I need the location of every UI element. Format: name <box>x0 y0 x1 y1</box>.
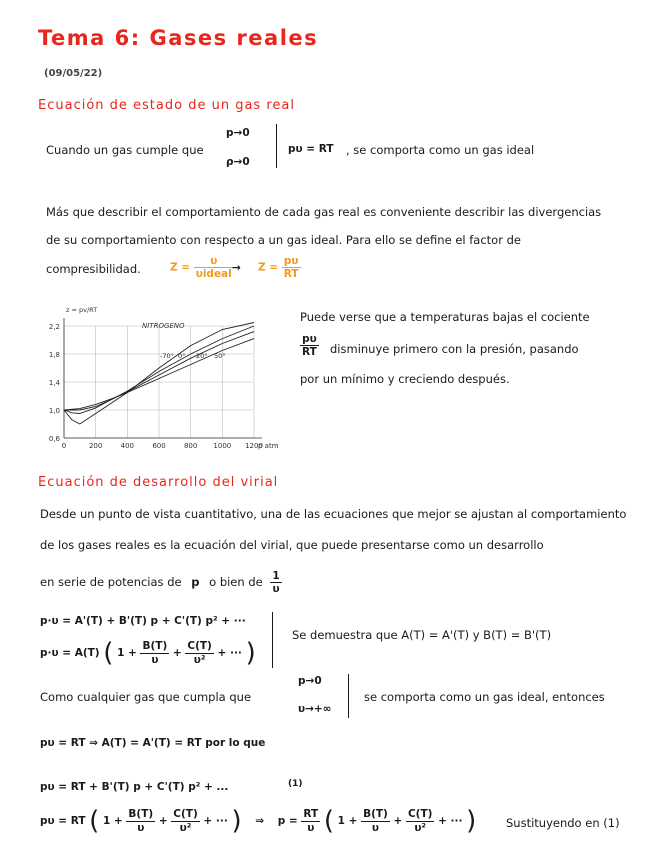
eq2-lhs: p·υ = A(T) <box>40 647 100 659</box>
demonstration-text: Se demuestra que A(T) = A'(T) y B(T) = B'(T) <box>292 628 552 642</box>
x-tick-label: 0 <box>61 442 67 450</box>
section-heading-virial: Ecuación de desarrollo del virial <box>38 475 279 490</box>
y-tick-label: 2,2 <box>48 323 60 331</box>
eq2-one: 1 + <box>117 647 137 659</box>
series-label-0: -70° <box>160 352 174 360</box>
condition-bracket <box>276 124 277 168</box>
x-tick-label: 200 <box>88 442 103 450</box>
eq5-c-num: C(T) <box>407 808 433 821</box>
equation-number: (1) <box>288 779 303 789</box>
y-tick-label: 0,6 <box>48 435 60 443</box>
eq5-b-num: B(T) <box>363 808 388 821</box>
figure-comment-line2: disminuye primero con la presión, pasando <box>330 342 579 356</box>
condition-p-to-zero: p→0 <box>226 127 250 139</box>
z2-denominator: RT <box>283 268 299 281</box>
date: (09/05/22) <box>44 68 103 79</box>
ideal-gas-equation: pυ = RT <box>288 143 334 155</box>
y-tick-label: 1,0 <box>48 407 60 415</box>
eq4-one: 1 + <box>102 815 123 827</box>
virial-eq-final: pυ = RT ( 1 + $\frac{B(T)}{\upsilon}$ + $\frac{C(T)}{\text{υ²}}$ + ··· ) ⇒ p = $\frac{RT}{\upsilon}$ ( 1 + $\frac{B(T)}{\upsilon}$ + $\frac{C(T)}{\text{υ²}}$ + ··· ) <box>40 806 477 836</box>
compressibility-para-line2: de su comportamiento con respecto a un gas ideal. Para ello se define el factor de <box>46 233 521 247</box>
nitrogen-compressibility-chart <box>34 300 282 460</box>
series-label-2: 20° <box>196 352 208 360</box>
virial-para-line1: Desde un punto de vista cuantitativo, una de las ecuaciones que mejor se ajustan al comportamiento <box>40 507 627 521</box>
virial-para-line3 <box>40 570 282 595</box>
eq2-plus: + <box>172 647 182 659</box>
ideal-condition-intro: Cuando un gas cumple que <box>46 143 204 157</box>
inverse-numerator: 1 <box>272 570 280 582</box>
eq5-plus: + <box>393 815 403 827</box>
figure-comment-fraction <box>300 333 319 358</box>
eq5-dots: + ··· <box>438 815 463 827</box>
figure-comment-line3: por un mínimo y creciendo después. <box>300 372 510 386</box>
b-numerator: B(T) <box>142 640 168 653</box>
compressibility-para-line3: compresibilidad. <box>46 262 141 276</box>
z-label: Z = <box>170 261 191 274</box>
implies-icon: ⇒ <box>255 815 265 827</box>
virial-para-line2: de los gases reales es la ecuación del virial, que puede presentarse como un desarrollo <box>40 538 544 552</box>
eq5-c-den: υ² <box>414 821 427 834</box>
virial-bracket <box>272 612 273 668</box>
b-denominator: υ <box>151 653 159 666</box>
limit-p-to-zero: p→0 <box>298 675 322 687</box>
x-tick-label: 400 <box>120 442 135 450</box>
z-numerator: υ <box>194 255 234 268</box>
limit-conclusion: se comporta como un gas ideal, entonces <box>364 690 605 704</box>
eq4-c-den: υ² <box>179 821 192 834</box>
y-axis-label: z = pv/RT <box>66 306 98 314</box>
c-denominator: υ² <box>193 653 206 666</box>
condition-rho-to-zero: ρ→0 <box>226 156 250 168</box>
x-tick-label: 1200 <box>245 442 263 450</box>
eq4-dots: + ··· <box>203 815 228 827</box>
eq4-c-num: C(T) <box>173 808 198 821</box>
rt-denominator: RT <box>302 346 317 359</box>
limit-condition-text: Como cualquier gas que cumpla que <box>40 690 252 704</box>
p-equals: p = <box>277 815 298 827</box>
ideal-condition-conclusion: , se comporta como un gas ideal <box>346 143 535 157</box>
chart-title: NITROGENO <box>142 322 185 330</box>
section-heading-equation-of-state: Ecuación de estado de un gas real <box>38 98 295 113</box>
x-tick-label: 600 <box>152 442 166 450</box>
z-fraction-pv-rt <box>282 255 301 280</box>
rt-numerator: RT <box>303 808 319 821</box>
limit-bracket <box>348 674 349 718</box>
series-label-1: 0° <box>178 352 186 360</box>
arrow-icon: → <box>232 262 241 274</box>
rt-v-denominator: υ <box>307 821 315 834</box>
series-label-3: 50° <box>214 352 226 360</box>
eq5-one: 1 + <box>337 815 358 827</box>
figure-comment-line1: Puede verse que a temperaturas bajas el cociente <box>300 310 590 324</box>
limit-v-to-infinity: υ→+∞ <box>298 703 332 715</box>
c-numerator: C(T) <box>187 640 212 653</box>
eq4-plus: + <box>158 815 168 827</box>
z-definition-1 <box>170 255 234 280</box>
z-fraction-volume <box>194 255 234 280</box>
z2-label: Z = <box>258 261 279 274</box>
pv-numerator: pυ <box>300 333 319 346</box>
z-definition-2 <box>258 255 301 280</box>
page-title: Tema 6: Gases reales <box>38 26 319 50</box>
x-axis-label: p atm <box>258 442 279 450</box>
z2-numerator: pυ <box>282 255 301 268</box>
rt-identity-line: pυ = RT ⇒ A(T) = A'(T) = RT por lo que <box>40 737 266 749</box>
eq5-b-den: υ <box>371 821 379 834</box>
inverse-denominator: υ <box>272 583 280 596</box>
virial-eq-rt: pυ = RT + B'(T) p + C'(T) p² + ... <box>40 781 229 793</box>
p-symbol: p <box>191 575 200 590</box>
eq4-b-den: υ <box>137 821 145 834</box>
eq2-dots: + ··· <box>217 647 242 659</box>
or-text: o bien de <box>209 575 263 590</box>
eq4-lhs: pυ = RT <box>40 815 86 827</box>
eq4-b-num: B(T) <box>128 808 154 821</box>
substitution-text: Sustituyendo en (1) <box>506 816 620 830</box>
z-denominator: υideal <box>195 268 232 281</box>
y-tick-label: 1,4 <box>48 379 60 387</box>
y-tick-label: 1,8 <box>48 351 60 359</box>
series-text: en serie de potencias de <box>40 575 182 590</box>
virial-eq-pressure: p·υ = A'(T) + B'(T) p + C'(T) p² + ··· <box>40 615 246 627</box>
virial-eq-volume: p·υ = A(T) ( 1 + $\frac{B(T)}{\upsilon}$ + $\frac{C(T)}{\text{υ²}}$ + ··· ) <box>40 638 256 668</box>
x-tick-label: 1000 <box>213 442 232 450</box>
x-tick-label: 800 <box>183 442 198 450</box>
compressibility-para-line1: Más que describir el comportamiento de cada gas real es conveniente describir las divergencias <box>46 205 602 219</box>
